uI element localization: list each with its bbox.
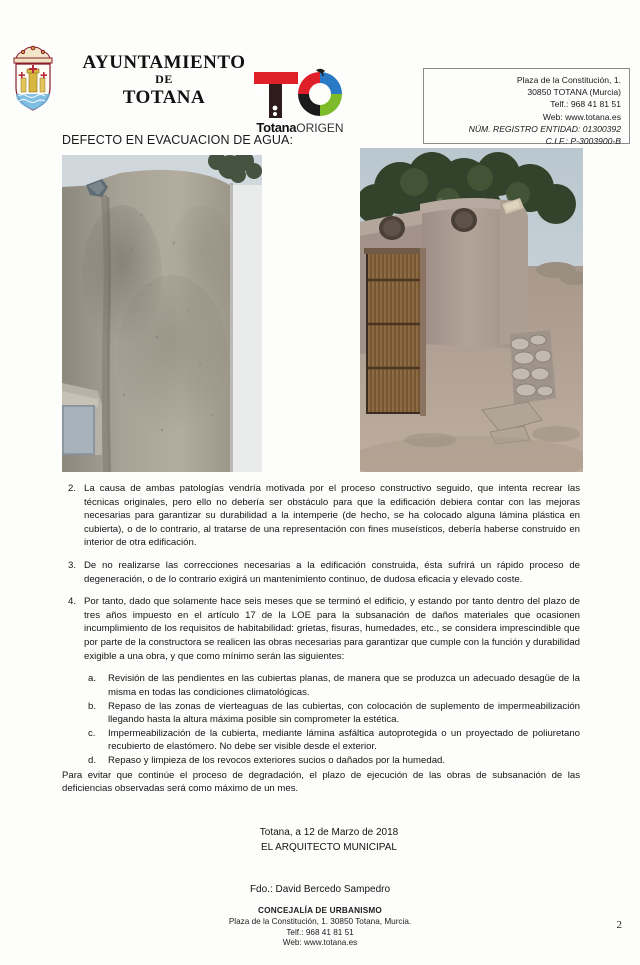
signature-block [0,826,640,855]
sub-item-marker: b. [88,700,97,712]
org-title-line-3: TOTANA [122,86,206,108]
signatory-name: Fdo.: David Bercedo Sampedro [249,884,391,895]
address-cif: C.I.F.: P-3003900-B [545,136,621,147]
document-body [62,482,580,796]
sub-item-text: Revisión de las pendientes en las cubiertas planas, de manera que se produzca un adecuado desagüe de la misma en todas las condiciones climatológicas. [108,673,580,698]
photo-rendered-wall-with-water-damage [62,155,262,472]
sub-item-marker: d. [88,754,97,766]
item-text: La causa de ambas patologías vendría motivada por el proceso constructivo seguido, que intenta recrear las técnicas originales, pero ello no debería ser obstáculo para que la edificación debiera contar con las mejoras necesarias para garantizar su durabilidad a la intemperie (de hecho, se ha colocado alguna lámina plástica en cubierta), o de lo contrario, al tratarse de una representación con fines museísticos, debería haberse construido en interior de otra edificación. [84,483,580,549]
footer-web: Web: www.totana.es [282,938,358,948]
header-address-box [423,68,630,147]
sub-item-a [88,672,580,699]
sub-item-b [88,700,580,727]
section-heading: DEFECTO EN EVACUACION DE AGUA: [62,133,294,147]
sub-item-text: Impermeabilización de la cubierta, mediante lámina asfáltica autoprotegida o un proyectado de poliuretano recubierto de elastómero. No debe ser visible desde el exterior. [108,727,580,753]
totana-coat-of-arms-icon [8,36,58,112]
item-marker: 2. [68,483,77,494]
brand-name-bold: Totana [256,120,297,135]
photo-adobe-building-corner-with-cane-lattice-door [360,148,583,472]
footer-department: CONCEJALÍA DE URBANISMO [258,906,382,915]
address-line-1: Plaza de la Constitución, 1. [516,75,621,85]
footer-address: Plaza de la Constitución, 1. 30850 Totana, Murcia. [228,916,412,926]
sub-item-c [88,727,580,754]
numbered-item-2 [62,482,580,550]
organization-title [64,52,264,108]
address-web: Web: www.totana.es [542,111,621,122]
item-text: De no realizarse las correcciones necesarias a la edificación construida, ésta sufrirá un rápido proceso de degeneración, o de lo contrario exigirá un mantenimiento continuo, de dudosa eficacia y elevado coste. [84,560,580,585]
address-phone: Telf.: 968 41 81 51 [550,99,621,110]
org-title-line-2: DE [155,72,173,87]
item-marker: 3. [68,560,77,572]
sub-item-marker: a. [88,673,97,685]
sub-item-marker: c. [88,727,96,739]
numbered-item-4 [62,595,580,663]
lettered-sub-list [62,672,580,767]
brand-name-light: ORIGEN [296,121,344,135]
page-number: 2 [616,919,622,931]
address-line-2: 30850 TOTANA (Murcia) [527,87,621,98]
item-text: Por tanto, dado que solamente hace seis meses que se terminó el edificio, y estando por tanto dentro del plazo de tres años impuesto en el artículo 17 de la LOE para la subsanación de daños materiales que ocasionen incumplimiento de los requisitos de habitabilidad: grietas, fisuras, humedades, etc., se considera imprescindible que por parte de la constructora se realicen las obras necesarias para garantizar que cumple con la función y durabilidad exigible a una obra, y que como mínimo serán las siguientes: [84,596,580,662]
document-footer [0,906,640,949]
item-marker: 4. [68,596,77,608]
address-registry-number: NÚM. REGISTRO ENTIDAD: 01300392 [468,123,621,134]
totana-origen-mark-icon [250,68,350,120]
sub-item-text: Repaso y limpieza de los revocos exteriores sucios o dañados por la humedad. [108,754,446,766]
signature-role: EL ARQUITECTO MUNICIPAL [261,841,397,853]
sub-item-d [88,754,580,768]
footer-phone: Telf.: 968 41 81 51 [286,927,354,937]
signature-date: Totana, a 12 de Marzo de 2018 [259,827,399,838]
sub-item-text: Repaso de las zonas de vierteaguas de las cubiertas, con colocación de suplemento de impermeabilización llegando hasta la altura máxima posible sin comprometer la estética. [108,700,580,726]
numbered-item-3 [62,559,580,586]
closing-paragraph: Para evitar que continúe el proceso de degradación, el plazo de ejecución de las obras de subsanación de las deficiencias observadas será como máximo de un mes. [62,769,580,795]
org-title-line-1: AYUNTAMIENTO [82,52,246,73]
